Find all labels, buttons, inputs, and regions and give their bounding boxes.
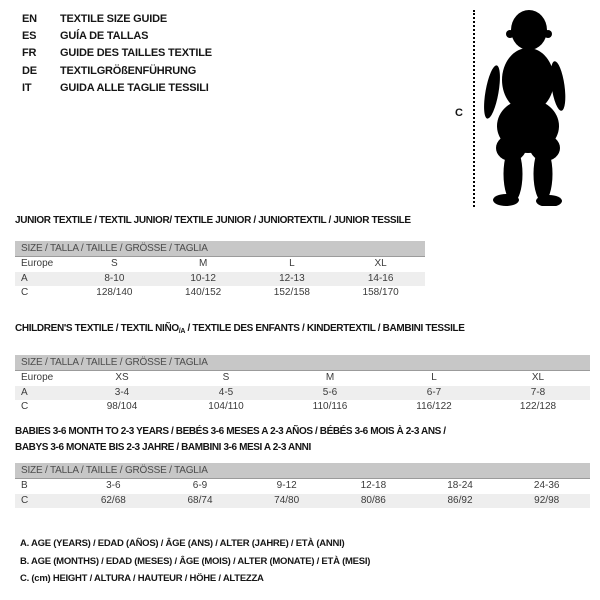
language-code: DE (22, 64, 37, 77)
language-title-list (22, 10, 212, 97)
language-title: GUIDA ALLE TAGLIE TESSILI (60, 82, 209, 95)
table-cell: 14-16 (367, 272, 394, 284)
table-cell: XL (531, 372, 545, 383)
measurement-legend (20, 535, 370, 588)
table-cell: 104/110 (208, 401, 244, 412)
table-cell: 74/80 (274, 494, 300, 506)
table-cell: XL (374, 258, 387, 269)
row-label: Europe (21, 372, 54, 383)
table-row (15, 386, 590, 401)
row-label: B (21, 480, 28, 491)
row-label: C (21, 494, 29, 506)
table-cell: M (325, 372, 335, 383)
junior-textile-table (15, 215, 425, 301)
table-cell: 86/92 (447, 494, 473, 506)
list-item (22, 10, 212, 27)
table-title-line2: BABYS 3-6 MONATE BIS 2-3 JAHRE / BAMBINI 3-6 MESI A 2-3 ANNI (15, 442, 311, 453)
table-cell: 152/158 (273, 287, 310, 298)
language-title: TEXTILGRÖßENFÜHRUNG (60, 64, 197, 77)
table-row (15, 272, 425, 287)
table-title-subscript: /A (178, 328, 186, 335)
table-cell: 3-6 (106, 480, 121, 491)
table-row (15, 286, 425, 301)
table-title: JUNIOR TEXTILE / TEXTIL JUNIOR/ TEXTILE JUNIOR / JUNIORTEXTIL / JUNIOR TESSILE (15, 215, 411, 226)
table-cell: 4-5 (218, 386, 234, 398)
babies-textile-table (15, 424, 590, 508)
table-cell: M (198, 258, 208, 269)
table-cell: 110/116 (312, 401, 348, 412)
legend-line-a: A. AGE (YEARS) / EDAD (AÑOS) / ÂGE (ANS) / ALTER (JAHRE) / ETÀ (ANNI) (20, 538, 345, 549)
row-label: C (21, 287, 29, 298)
table-cell: 3-4 (114, 386, 130, 398)
table-cell: 8-10 (104, 272, 125, 284)
legend-line-b: B. AGE (MONTHS) / EDAD (MESES) / ÂGE (MOIS) / ALTER (MONATE) / ETÀ (MESI) (20, 555, 371, 567)
size-header-bar: SIZE / TALLA / TAILLE / GRÖSSE / TAGLIA (15, 355, 590, 371)
table-cell: 92/98 (534, 494, 560, 506)
row-label: A (21, 272, 28, 284)
list-item (22, 62, 212, 79)
table-cell: 116/122 (416, 401, 452, 412)
table-cell: 24-36 (533, 480, 560, 491)
list-item (22, 27, 212, 44)
table-cell: 6-7 (426, 386, 442, 398)
row-label: Europe (21, 258, 54, 269)
language-code: IT (22, 82, 32, 95)
height-measure-label: C (455, 107, 463, 119)
table-row (15, 400, 590, 415)
table-cell: 68/74 (187, 494, 213, 506)
table-cell: 12-13 (279, 272, 305, 284)
list-item (22, 80, 212, 97)
language-code: EN (22, 12, 37, 25)
language-code: ES (22, 30, 37, 43)
table-cell: 12-18 (360, 480, 387, 491)
table-row (15, 479, 590, 494)
language-title: TEXTILE SIZE GUIDE (60, 12, 168, 25)
list-item (22, 45, 212, 62)
language-title: GUIDE DES TAILLES TEXTILE (60, 47, 212, 60)
language-title: GUÍA DE TALLAS (60, 30, 149, 43)
table-title-line1: BABIES 3-6 MONTH TO 2-3 YEARS / BEBÉS 3-6 MESES A 2-3 AÑOS / BÉBÉS 3-6 MOIS À 2-3 ANS / (15, 426, 446, 437)
table-cell: XS (115, 372, 129, 383)
table-row (15, 371, 590, 386)
table-cell: 62/68 (100, 494, 126, 506)
table-title-text: / TEXTILE DES ENFANTS / KINDERTEXTIL / BAMBINI TESSILE (185, 323, 465, 334)
size-header-bar: SIZE / TALLA / TAILLE / GRÖSSE / TAGLIA (15, 463, 590, 479)
table-cell: 80/86 (360, 494, 386, 506)
table-title (15, 323, 590, 338)
legend-line-c: C. (cm) HEIGHT / ALTURA / HAUTEUR / HÖHE / ALTEZZA (20, 573, 264, 584)
table-cell: 9-12 (276, 480, 297, 491)
table-cell: S (222, 372, 230, 383)
table-cell: 10-12 (190, 272, 216, 284)
table-cell: 5-6 (322, 386, 338, 398)
table-cell: L (289, 258, 295, 269)
table-cell: 7-8 (530, 386, 546, 398)
table-cell: 140/152 (185, 287, 222, 298)
table-cell: 98/104 (106, 401, 138, 412)
table-cell: S (111, 258, 118, 269)
table-cell: 6-9 (192, 480, 208, 491)
childrens-textile-table (15, 323, 590, 415)
language-code: FR (22, 47, 37, 60)
row-label: A (21, 386, 28, 398)
table-cell: 158/170 (362, 287, 399, 298)
height-measure-dotted-line (473, 10, 475, 207)
size-header-bar: SIZE / TALLA / TAILLE / GRÖSSE / TAGLIA (15, 241, 425, 257)
table-cell: 128/140 (96, 287, 133, 298)
table-row (15, 494, 590, 509)
row-label: C (21, 401, 29, 412)
table-title-text: CHILDREN'S TEXTILE / TEXTIL NIÑO (15, 323, 179, 334)
table-cell: 18-24 (447, 480, 473, 491)
table-cell: L (431, 372, 437, 383)
table-row (15, 257, 425, 272)
table-cell: 122/128 (519, 401, 557, 412)
toddler-silhouette-icon (482, 8, 567, 211)
